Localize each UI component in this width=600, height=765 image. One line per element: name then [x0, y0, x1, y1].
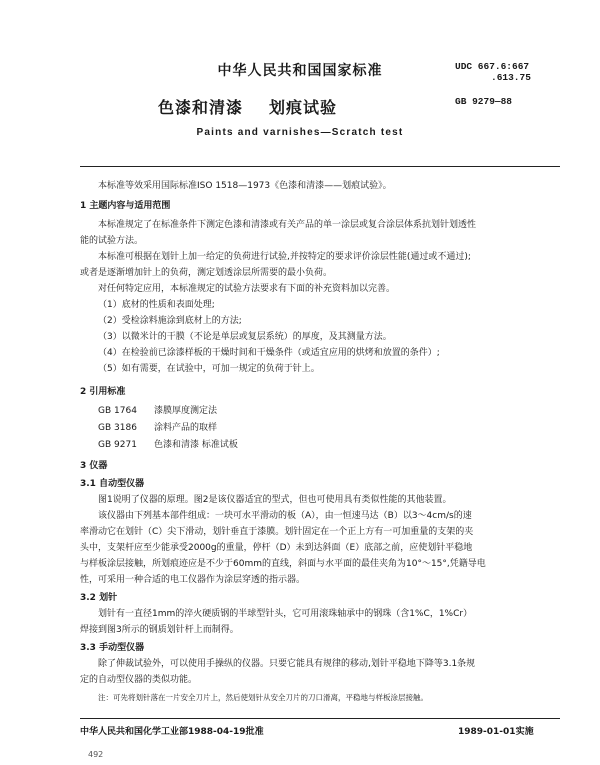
section-3-3-heading: 3.3 手动型仪器 [80, 643, 145, 653]
reference-code: GB 1764 [98, 406, 137, 416]
reference-code: GB 9271 [98, 440, 137, 450]
s1-list-item: （4）在检验前已涂漆样板的干燥时间和干燥条件（或适宜应用的烘烤和放置的条件）; [98, 348, 440, 358]
section-3-2-heading: 3.2 划针 [80, 593, 118, 603]
s32-paragraph-line-2: 焊接到图3所示的钢质划针杆上而制得。 [80, 625, 239, 635]
s1-paragraph-1-line-1: 本标准规定了在标准条件下测定色漆和清漆或有关产品的单一涂层或复合涂层体系抗划针划透性 [98, 220, 477, 230]
s31-paragraph-2-line-4: 与样板涂层接触，所划痕迹应是不少于60mm的直线，斜面与水平面的最佳夹角为10°～15°,凭籍导电 [80, 559, 486, 569]
footer-divider [80, 718, 560, 719]
s31-paragraph-2-line-5: 性，可采用一种合适的电工仪器作为涂层穿透的指示器。 [80, 575, 306, 585]
title-cn-part-2: 划痕试验 [269, 98, 338, 117]
reference-title: 涂料产品的取样 [154, 423, 218, 433]
header-divider [80, 166, 560, 167]
reference-title: 色漆和清漆 标准试板 [154, 440, 238, 450]
document-title-cn [158, 95, 337, 118]
s31-paragraph-2-line-3: 头中，支架杆应至少能承受2000g的重量，停杆（D）未到达斜面（E）底部之前，应使划针平稳地 [80, 543, 473, 553]
s1-list-item: （3）以微米计的干膜（不论是单层或复层系统）的厚度，及其测量方法。 [98, 332, 392, 342]
section-1-heading: 1 主题内容与适用范围 [80, 201, 171, 211]
s33-paragraph-line-2: 定的自动型仪器的类似功能。 [80, 675, 198, 685]
s33-paragraph-line-1: 除了伸裁试验外，可以使用手操纵的仪器。只要它能具有规律的移动,划针平稳地下降等3.1条规 [98, 659, 476, 669]
standard-name: 中华人民共和国国家标准 [217, 63, 383, 79]
s1-list-item: （1）底材的性质和表面处理; [98, 300, 215, 310]
intro-paragraph: 本标准等效采用国际标准ISO 1518—1973《色漆和清漆——划痕试验》。 [98, 181, 392, 191]
effective-date: 1989-01-01实施 [458, 727, 534, 737]
udc-line-1: UDC 667.6:667 [455, 61, 530, 72]
s1-paragraph-1-line-2: 能的试验方法。 [80, 236, 144, 246]
reference-code: GB 3186 [98, 423, 137, 433]
section-2-heading: 2 引用标准 [80, 387, 126, 397]
s1-paragraph-2-line-2: 或者是逐渐增加针上的负荷，测定划透涂层所需要的最小负荷。 [80, 268, 333, 278]
udc-classification [455, 61, 531, 83]
s33-note: 注：可先将划针落在一片安全刀片上，然后使划针从安全刀片的刀口滑离，平稳地与样板涂层接触。 [98, 693, 428, 702]
s1-paragraph-3: 对任何特定应用，本标准规定的试验方法要求有下面的补充资料加以完善。 [98, 284, 396, 294]
s31-paragraph-1: 图1说明了仪器的原理。图2是该仪器适宜的型式，但也可使用具有类似性能的其他装置。 [98, 495, 452, 505]
udc-line-2: .613.75 [491, 72, 531, 83]
s1-paragraph-2-line-1: 本标准可根据在划针上加一给定的负荷进行试验,并按特定的要求评价涂层性能(通过或不通过); [98, 252, 471, 262]
s31-paragraph-2-line-2: 率滑动它在划针（C）尖下滑动，划针垂直于漆膜。划针固定在一个正上方有一可加重量的支架的夹 [80, 527, 474, 537]
title-cn-part-1: 色漆和清漆 [158, 98, 244, 117]
reference-title: 漆膜厚度测定法 [154, 406, 218, 416]
gb-number: GB 9279—88 [455, 96, 513, 107]
section-3-1-heading: 3.1 自动型仪器 [80, 479, 145, 489]
s32-paragraph-line-1: 划针有一直径1mm的淬火硬质钢的半球型针头，它可用滚珠轴承中的钢珠（含1%C，1%Cr） [98, 609, 473, 619]
s1-list-item: （2）受检涂料施涂到底材上的方法; [98, 316, 242, 326]
document-title-en: Paints and varnishes—Scratch test [196, 127, 404, 138]
s31-paragraph-2-line-1: 该仪器由下列基本部件组成：一块可水平滑动的板（A），由一恒速马达（B）以3～4cm/s的速 [98, 511, 472, 521]
s1-list-item: （5）如有需要，在试验中，可加一规定的负荷于针上。 [98, 364, 320, 374]
page-number: 492 [88, 750, 104, 759]
approval-notice: 中华人民共和国化学工业部1988-04-19批准 [80, 727, 264, 737]
section-3-heading: 3 仪器 [80, 461, 108, 471]
